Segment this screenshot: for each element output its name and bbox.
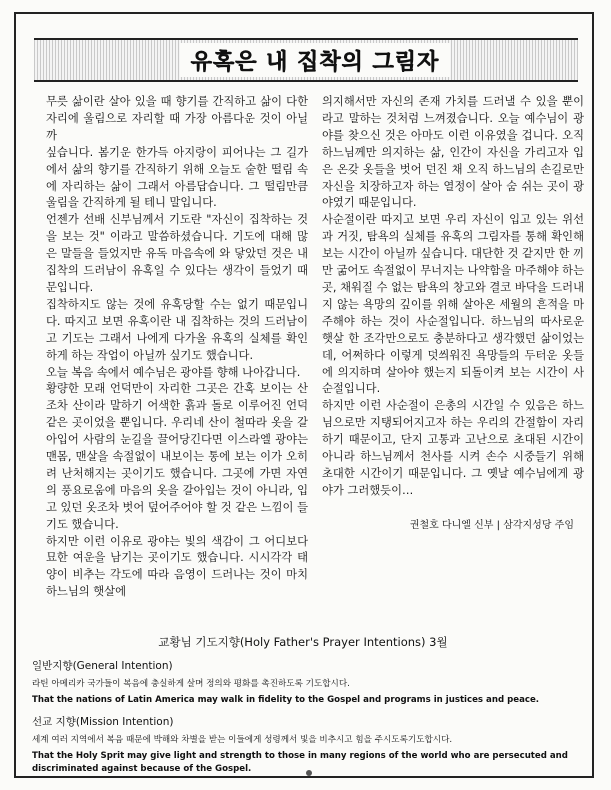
general-intention-korean: 라틴 아메리카 국가들이 복음에 충실하게 살며 정의와 평화를 촉진하도록 기도합시다. [32,679,350,689]
mission-intention-heading: 선교 지향(Mission Intention) [32,716,174,728]
paragraph: 무릇 삶이란 살아 있을 때 향기를 간직하고 삶이 다한 자리에 울림으로 자리할 때 가장 아름다운 것이 아닐까 [46,95,308,142]
paragraph: 의지해서만 자신의 존재 가치를 드러낼 수 있을 뿐이라고 말하는 것처럼 느껴졌습니다. 오늘 예수님이 광야를 찾으신 것은 아마도 이런 이유였을 겁니다. 오직 하느님께만 의지하는 삶, 인간이 자신을 가리고자 입은 온갖 옷들을 벗어 던진 채 오직 하느님의 손길로만 자신을 치장하고자 하는 열정이 살아 숨 쉬는 곳이 광야였기 때문입니다. [322,95,584,210]
prayer-intentions [24,634,582,774]
left-column [46,94,308,601]
paragraph: 하지만 이런 사순절이 은총의 시간일 수 있음은 하느님으로만 지탱되어지고자 하는 우리의 간절함이 자리하기 때문이고, 단지 고통과 고난으로 초대된 시간이 아니라 하느님께서 천사를 시켜 손수 시중들기 위해 초대한 시간이기 때문입니다. 그 옛날 예수님에게 광야가 그러했듯이… [322,399,584,497]
paragraph: 하지만 이런 이유로 광야는 빛의 색감이 그 어디보다 묘한 여운을 남기는 곳이기도 했습니다. 시시각각 태양이 비추는 각도에 따라 음영이 드러나는 것이 마치 하느님의 햇살에 [46,534,308,599]
title-box [180,43,450,77]
prayer-title: 교황님 기도지향(Holy Father's Prayer Intentions) 3월 [158,635,448,649]
page-title: 유혹은 내 집착의 그림자 [190,49,440,75]
right-column [322,94,584,535]
paragraph: 황량한 모래 언덕만이 자리한 그곳은 간혹 보이는 산조차 산이라 말하기 어색한 흙과 돌로 이루어진 언덕 같은 곳이었을 뿐입니다. 우리네 산이 철따라 옷을 갈아입어 사람의 눈길을 끌어당긴다면 이스라엘 광야는 맨몸, 맨살을 속절없이 내보이는 통에 보는 이가 오히려 난처해지는 곳이기도 했습니다. 그곳에 가면 자연의 풍요로움에 마음의 옷을 갈아입는 것이 아니라, 입고 있던 옷조차 벗어 덮어주어야 할 것 같은 느낌이 들기도 했습니다. [46,382,308,531]
paragraph: 오늘 복음 속에서 예수님은 광야를 향해 나아갑니다. [46,365,301,379]
author-signature: 권철호 다니엘 신부 | 삼각지성당 주임 [409,519,574,531]
general-intention-english: That the nations of Latin America may walk in fidelity to the Gospel and programs in justices and peace. [32,695,540,705]
mission-intention-english: That the Holy Sprit may give light and strength to those in many regions of the world who are persecuted and discriminated against because of the Gospel. [32,751,568,774]
title-band [34,38,578,82]
paragraph: 집착하지도 않는 것에 유혹당할 수는 없기 때문입니다. 따지고 보면 유혹이란 내 집착하는 것의 드러남이고 기도는 그래서 나에게 다가올 유혹의 실체를 확인하게 하는 작업이 아닐까 싶기도 했습니다. [46,297,308,362]
article-body [46,94,584,634]
paragraph: 싶습니다. 봄기운 한가득 아지랑이 피어나는 그 길가에서 삶의 향기를 간직하기 위해 오늘도 숱한 떨림 속에 자리하는 삶이 그래서 아름답습니다. 그 떨림만큼 울림을 간직하게 될 테니 말입니다. [46,145,308,210]
general-intention-heading: 일반지향(General Intention) [32,660,173,672]
mission-intention-korean: 세계 여러 지역에서 복음 때문에 박해와 차별을 받는 이들에게 성령께서 빛을 비추시고 힘을 주시도록기도합시다. [32,735,453,745]
paragraph: 언젠가 선배 신부님께서 기도란 "자신이 집착하는 것을 보는 것" 이라고 말씀하셨습니다. 기도에 대해 많은 말들을 들었지만 유독 마음속에 와 닿았던 것은 내 집착의 드러남이 유혹일 수 있다는 생각이 들었기 때문입니다. [46,213,308,294]
paragraph: 사순절이란 따지고 보면 우리 자신이 입고 있는 위선과 거짓, 탐욕의 실체를 유혹의 그림자를 통해 확인해 보는 시간이 아닐까 싶습니다. 대단한 것 같지만 한 끼만 굶어도 속절없이 무너지는 나약함을 마주해야 하는 곳, 채워질 수 없는 탐욕의 창고와 결코 바닥을 드러내지 않는 욕망의 깊이를 위해 살아온 세월의 흔적을 마주해야 하는 것이 사순절입니다. 하느님의 따사로운 햇살 한 조각만으로도 충분하다고 생각했던 삶이었는데, 어쩌하다 이렇게 덧씌워진 욕망들의 두터운 옷들에 의지하며 살아야 했는지 되돌이켜 보는 시간이 사순절입니다. [322,213,584,396]
page-dot [306,770,312,776]
